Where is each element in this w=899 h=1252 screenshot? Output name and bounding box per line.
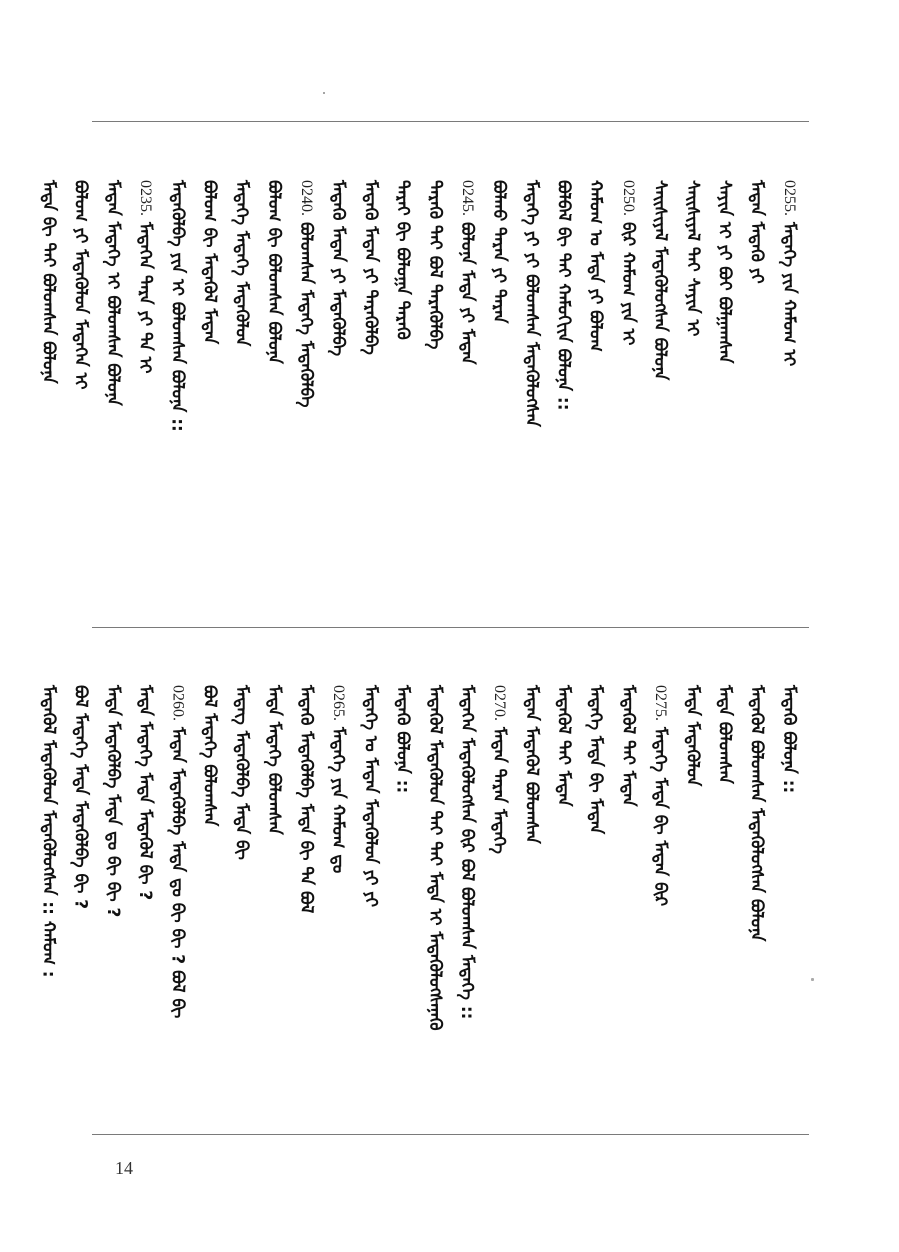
verse-text: ᠮᠡᠳᠡᠨ ᠮᠡᠳᠡᠭᠡ ᠢ ᠪᠣᠯᠤᠭᠰᠠᠨ ᠪᠣᠯᠤᠨᠠ xyxy=(102,180,123,406)
text-line xyxy=(225,180,257,610)
line-number: 0270. xyxy=(491,685,509,721)
verse-text: ᠮᠡᠳᠡ ᠪᠣᠯᠤᠭᠰᠠᠨ xyxy=(714,685,735,784)
text-line xyxy=(675,180,707,610)
line-content xyxy=(231,685,253,860)
verse-text: ᠪᠣᠯᠤᠨᠠ ᠮᠡᠳᠡ ᠶᠢ ᠮᠡᠳᠡᠨ xyxy=(456,222,477,365)
text-line xyxy=(740,180,772,610)
text-line xyxy=(740,685,772,1115)
text-line xyxy=(514,685,546,1115)
text-line xyxy=(64,685,96,1115)
line-content xyxy=(134,180,156,374)
line-content xyxy=(198,180,220,344)
line-content xyxy=(778,180,800,366)
line-number: 0255. xyxy=(780,180,798,216)
line-content xyxy=(681,685,703,786)
text-line xyxy=(192,180,224,610)
verse-text: ᠰᠠᠢᠰᠢᠶᠠᠯ ᠲᠠᠢ ᠰᠠᠶᠢᠨ ᠢ xyxy=(682,180,703,337)
line-content xyxy=(38,685,60,978)
text-line xyxy=(192,685,224,1115)
line-content xyxy=(70,180,92,389)
verse-text: ᠪᠣᠯ ᠮᠡᠳᠡᠭᠡ ᠮᠡᠳᠡ ᠮᠡᠳᠡᠭᠦᠯᠪᠡ ᠪᠢ ? xyxy=(70,685,91,910)
text-line xyxy=(289,685,321,1115)
top-rule xyxy=(92,121,809,122)
text-line xyxy=(547,180,579,610)
line-content xyxy=(778,685,800,793)
line-content xyxy=(585,180,607,352)
line-content xyxy=(488,180,510,323)
page-number: 14 xyxy=(115,1158,133,1178)
text-line xyxy=(386,180,418,610)
line-content xyxy=(134,685,156,900)
verse-text: ᠮᠡᠳᠡᠭᠦᠯ ᠲᠡᠢ ᠮᠡᠳᠡᠨ xyxy=(617,685,638,807)
verse-text: ᠮᠡᠳᠡᠬᠦ ᠮᠡᠳᠡᠭᠦᠯᠪᠡ ᠮᠡᠳᠡ ᠪᠢ ᠲᠡ ᠪᠣᠯ xyxy=(296,685,316,914)
line-content xyxy=(456,685,478,1019)
line-content xyxy=(327,685,349,873)
text-line xyxy=(257,685,289,1115)
verse-text: ᠮᠡᠳᠡᠭᠡ ᠶᠢᠨ ᠬᠠᠮᠤᠭ ᠢ xyxy=(778,222,799,367)
verse-text: ᠮᠡᠳᠡᠭᠡ ᠤ ᠮᠡᠳᠡᠨ ᠮᠡᠳᠡᠭᠦᠯᠦᠨ ᠶᠢ ᠶᠢ xyxy=(360,685,381,907)
verse-text: ᠮᠡᠳᠡᠭᠡ ᠶᠢᠨ ᠬᠠᠮᠤᠭ ᠳᠤ xyxy=(328,727,349,874)
text-line xyxy=(225,685,257,1115)
line-content xyxy=(617,685,639,806)
verse-text: ᠮᠡᠳᠡᠭᠡ ᠮᠡᠳᠡ ᠪᠢ ᠮᠡᠳᠡᠨ ᠪᠢᠷ xyxy=(650,727,671,907)
line-number: 0250. xyxy=(619,180,637,216)
text-panel-upper xyxy=(38,180,810,610)
verse-text: ᠮᠡᠳᠡᠬᠦ ᠮᠡᠳᠡᠨ ᠶᠢ ᠲᠡᠷᠡᠭᠦᠯᠪᠡ xyxy=(360,180,381,355)
verse-text: ᠮᠡᠳᠡᠭᠦᠯᠪᠡ ᠶᠢᠨ ᠢ ᠪᠣᠯᠤᠭᠰᠠᠨ ᠪᠣᠯᠤᠨᠠ :: xyxy=(167,180,188,432)
line-content xyxy=(359,180,381,355)
line-content xyxy=(681,180,703,336)
text-line xyxy=(772,685,804,1115)
text-line xyxy=(128,685,160,1115)
verse-text: ᠪᠢᠷ ᠬᠠᠮᠤᠭ ᠶᠢᠨ ᠢ xyxy=(617,222,638,346)
verse-text: ᠮᠡᠳᠡᠨ ᠮᠡᠳᠡᠬᠦ ᠶᠢ xyxy=(746,180,767,284)
verse-text: ᠲᠡᠷᠡᠭᠦ ᠲᠡᠢ ᠪᠣᠯ ᠲᠡᠷᠡᠭᠦᠯᠪᠡ xyxy=(424,180,445,350)
verse-text: ᠰᠠᠶᠢᠨ ᠢ ᠶᠢ ᠪᠤᠢ ᠪᠣᠯᠭᠠᠭᠰᠠᠨ xyxy=(714,180,735,364)
verse-text: ᠮᠡᠳᠡᠭᠦᠯ ᠮᠡᠳᠡᠭᠦᠯᠦᠨ ᠲᠡᠢ ᠲᠡᠢ ᠮᠡᠳᠡ ᠢ ᠮᠡᠳᠡᠭᠦᠯᠦᠭᠰᠡᠨᠡᠭᠦ xyxy=(424,685,445,1031)
text-line xyxy=(321,180,353,610)
verse-text: ᠮᠡᠳᠡ ᠮᠡᠳᠡᠭᠦᠯᠪᠡ ᠮᠡᠳᠡ ᠳᠤ ᠪᠢ ᠪᠢ ? xyxy=(102,685,123,918)
verse-text: ᠮᠡᠳᠡᠭᠡ ᠶᠢ ᠶᠢ ᠪᠣᠯᠤᠭᠰᠠᠨ ᠮᠡᠳᠡᠭᠦᠯᠦᠭᠰᠡᠨ xyxy=(521,180,542,427)
text-line xyxy=(353,180,385,610)
paper-speck xyxy=(811,978,814,981)
verse-text: ᠮᠡᠳᠡ ᠮᠡᠳᠡᠭᠡ ᠪᠣᠯᠤᠭᠰᠠᠨ xyxy=(263,685,284,835)
line-content xyxy=(585,685,607,834)
verse-text: ᠮᠡᠳᠡᠨ ᠮᠡᠳᠡᠭᠦᠯ ᠪᠣᠯᠤᠭᠰᠠᠨ xyxy=(521,685,542,844)
verse-text: ᠮᠡᠳᠡᠭᠦᠯ ᠮᠡᠳᠡᠭᠦᠯᠦᠨ ᠮᠡᠳᠡᠭᠦᠯᠦᠭᠰᠡᠨ :: ᠬᠠᠮᠤᠭ : xyxy=(38,685,59,978)
verse-text: ᠪᠣᠯᠤᠭ ᠶᠢ ᠮᠡᠳᠡᠭᠦᠯᠦᠨ ᠮᠡᠳᠡᠭᠡᠨ ᠢ xyxy=(70,180,91,390)
verse-text: ᠮᠡᠳᠡ ᠮᠡᠳᠡᠭᠡ ᠮᠡᠳᠡ ᠮᠡᠳᠡᠭᠦᠯ ᠪᠢ ? xyxy=(135,685,156,901)
line-content xyxy=(102,685,124,917)
verse-text: ᠮᠡᠳᠡᠭᠡᠨ ᠮᠡᠳᠡᠭᠦᠯᠦᠭᠰᠡᠨ ᠪᠢᠷ ᠪᠣᠯ ᠪᠣᠯᠤᠭᠰᠠᠨ ᠮᠡᠳᠡᠭᠡ :: xyxy=(456,685,477,1020)
text-line xyxy=(64,180,96,610)
text-line xyxy=(160,180,192,610)
line-content xyxy=(424,685,446,1031)
verse-text: ᠪᠣᠯᠤᠭ ᠪᠢ ᠪᠣᠯᠤᠭᠰᠠᠨ ᠪᠣᠯᠤᠨᠠ xyxy=(263,180,284,364)
text-line xyxy=(418,685,450,1115)
line-content xyxy=(70,685,92,909)
middle-rule xyxy=(92,627,809,628)
line-content xyxy=(295,685,317,913)
verse-text: ᠮᠡᠳᠡᠭ ᠮᠡᠳᠡᠭᠦᠯᠪᠡ ᠮᠡᠳᠡ ᠪᠢ xyxy=(231,685,252,860)
line-content xyxy=(359,685,381,907)
text-line xyxy=(611,180,643,610)
line-number: 0260. xyxy=(169,685,187,721)
text-line xyxy=(418,180,450,610)
line-content xyxy=(713,685,735,784)
line-content xyxy=(263,685,285,835)
line-number: 0265. xyxy=(330,685,348,721)
line-content xyxy=(617,180,639,345)
verse-text: ᠪᠣᠯᠪᠠᠯ ᠪᠢ ᠲᠡᠢ ᠬᠠᠮᠤᠭᠢᠢᠨ ᠪᠣᠯᠤᠨᠠ :: xyxy=(553,180,574,411)
verse-text: ᠪᠣᠯᠬᠤ ᠲᠡᠷᠡᠨ ᠶᠢ ᠲᠡᠷᠡᠨ xyxy=(489,180,510,324)
verse-text: ᠮᠡᠳᠡᠭᠦᠯ ᠪᠣᠯᠤᠭᠰᠠᠨ ᠮᠡᠳᠡᠭᠦᠯᠦᠭᠰᠡᠨ ᠪᠣᠯᠤᠨᠠ ᠌ xyxy=(746,685,767,948)
text-line xyxy=(321,685,353,1115)
line-content xyxy=(198,685,220,826)
line-content xyxy=(392,685,414,793)
line-content xyxy=(263,180,285,364)
line-content xyxy=(553,685,575,806)
verse-text: ᠮᠡᠳᠡᠭᠡᠨ ᠲᠡᠷᠡ ᠶᠢ ᠲᠡ ᠢ xyxy=(135,222,156,374)
text-line xyxy=(257,180,289,610)
line-content xyxy=(166,180,188,432)
line-content xyxy=(553,180,575,411)
text-line xyxy=(482,180,514,610)
line-content xyxy=(713,180,735,363)
verse-text: ᠬᠠᠮᠤᠭ ᠤ ᠮᠡᠳᠡ ᠶᠢ ᠪᠣᠯᠤᠭ xyxy=(585,180,606,352)
bottom-rule xyxy=(92,1134,809,1135)
verse-text: ᠰᠠᠢᠰᠢᠶᠠᠯ ᠮᠡᠳᠡᠭᠦᠯᠦᠭᠰᠡᠨ ᠪᠣᠯᠤᠨᠠ xyxy=(650,180,671,381)
verse-text: ᠪᠣᠯᠤᠭ ᠪᠢ ᠮᠡᠳᠡᠭᠦᠯ ᠮᠡᠳᠡᠨ xyxy=(199,180,220,345)
line-content xyxy=(520,180,542,427)
verse-text: ᠪᠣᠯᠤᠭᠰᠠᠨ ᠮᠡᠳᠡᠭᠡ ᠮᠡᠳᠡᠭᠦᠯᠪᠡ xyxy=(296,222,316,408)
verse-text: ᠲᠡᠷᠡᠢ ᠪᠢ ᠪᠣᠯᠤᠭᠠ ᠲᠡᠷᠡᠭᠦ xyxy=(392,180,413,340)
line-number: 0275. xyxy=(652,685,670,721)
verse-text: ᠮᠡᠳᠡᠭᠡ ᠮᠡᠳᠡᠭᠡ ᠮᠡᠳᠡᠭᠦᠯᠦᠨ xyxy=(231,180,252,347)
text-line xyxy=(611,685,643,1115)
line-content xyxy=(456,180,478,365)
text-line xyxy=(450,180,482,610)
verse-text: ᠮᠡᠳᠡᠬᠦ ᠪᠣᠯᠤᠨᠠ :: xyxy=(392,685,413,794)
line-content xyxy=(166,685,188,1018)
verse-text: ᠮᠡᠳᠡᠬᠦ ᠮᠡᠳᠡᠨ ᠶᠢ ᠮᠡᠳᠡᠭᠦᠯᠪᠡ xyxy=(328,180,349,357)
verse-text: ᠮᠡᠳᠡᠨ ᠮᠡᠳᠡᠭᠦᠯᠪᠡ ᠮᠡᠳᠡ ᠳᠤ ᠪᠢ ᠪᠢ ? ᠪᠣᠯ ᠪᠢ xyxy=(167,727,188,1019)
text-line xyxy=(579,685,611,1115)
text-line xyxy=(772,180,804,610)
text-line xyxy=(289,180,321,610)
text-line xyxy=(579,180,611,610)
line-content xyxy=(746,685,768,947)
text-line xyxy=(450,685,482,1115)
verse-text: ᠮᠡᠳᠡᠭᠦᠯ ᠲᠡᠢ ᠮᠡᠳᠡᠨ xyxy=(553,685,574,807)
text-line xyxy=(482,685,514,1115)
text-line xyxy=(32,180,64,610)
text-line xyxy=(96,685,128,1115)
line-number: 0235. xyxy=(137,180,155,216)
text-line xyxy=(32,685,64,1115)
line-content xyxy=(102,180,124,406)
text-line xyxy=(128,180,160,610)
text-line xyxy=(643,685,675,1115)
text-line xyxy=(707,685,739,1115)
verse-text: ᠮᠡᠳᠡ ᠪᠢ ᠲᠡᠢ ᠪᠣᠯᠤᠭᠰᠠᠨ ᠪᠣᠯᠤᠨᠠ xyxy=(38,180,59,384)
verse-text: ᠪᠣᠯ ᠮᠡᠳᠡᠭᠡ ᠪᠣᠯᠤᠭᠰᠠᠨ xyxy=(199,685,220,827)
line-number: 0240. xyxy=(298,180,315,216)
text-line xyxy=(353,685,385,1115)
line-content xyxy=(746,180,768,284)
text-line xyxy=(643,180,675,610)
line-content xyxy=(649,180,671,380)
text-line xyxy=(386,685,418,1115)
line-content xyxy=(649,685,671,906)
paper-speck xyxy=(323,92,325,94)
line-content xyxy=(488,685,510,854)
line-content xyxy=(295,180,317,408)
text-line xyxy=(707,180,739,610)
verse-text: ᠮᠡᠳᠡᠬᠦ ᠪᠣᠯᠤᠨᠠ :: xyxy=(778,685,799,794)
text-line xyxy=(160,685,192,1115)
line-content xyxy=(231,180,253,346)
line-content xyxy=(392,180,414,340)
line-content xyxy=(327,180,349,356)
verse-text: ᠮᠡᠳᠡ ᠮᠡᠳᠡᠭᠦᠯᠦᠨ xyxy=(682,685,703,787)
verse-text: ᠮᠡᠳᠡᠨ ᠲᠡᠷᠡᠨ ᠮᠡᠳᠡᠭᠡ xyxy=(489,727,510,854)
line-content xyxy=(520,685,542,844)
line-content xyxy=(38,180,60,384)
verse-text: ᠮᠡᠳᠡᠭᠡ ᠮᠡᠳᠡ ᠪᠢ ᠮᠡᠳᠡᠨ xyxy=(585,685,606,835)
text-panel-lower xyxy=(38,685,810,1115)
text-line xyxy=(547,685,579,1115)
line-number: 0245. xyxy=(458,180,476,216)
text-line xyxy=(675,685,707,1115)
text-line xyxy=(514,180,546,610)
text-line xyxy=(96,180,128,610)
line-content xyxy=(424,180,446,349)
